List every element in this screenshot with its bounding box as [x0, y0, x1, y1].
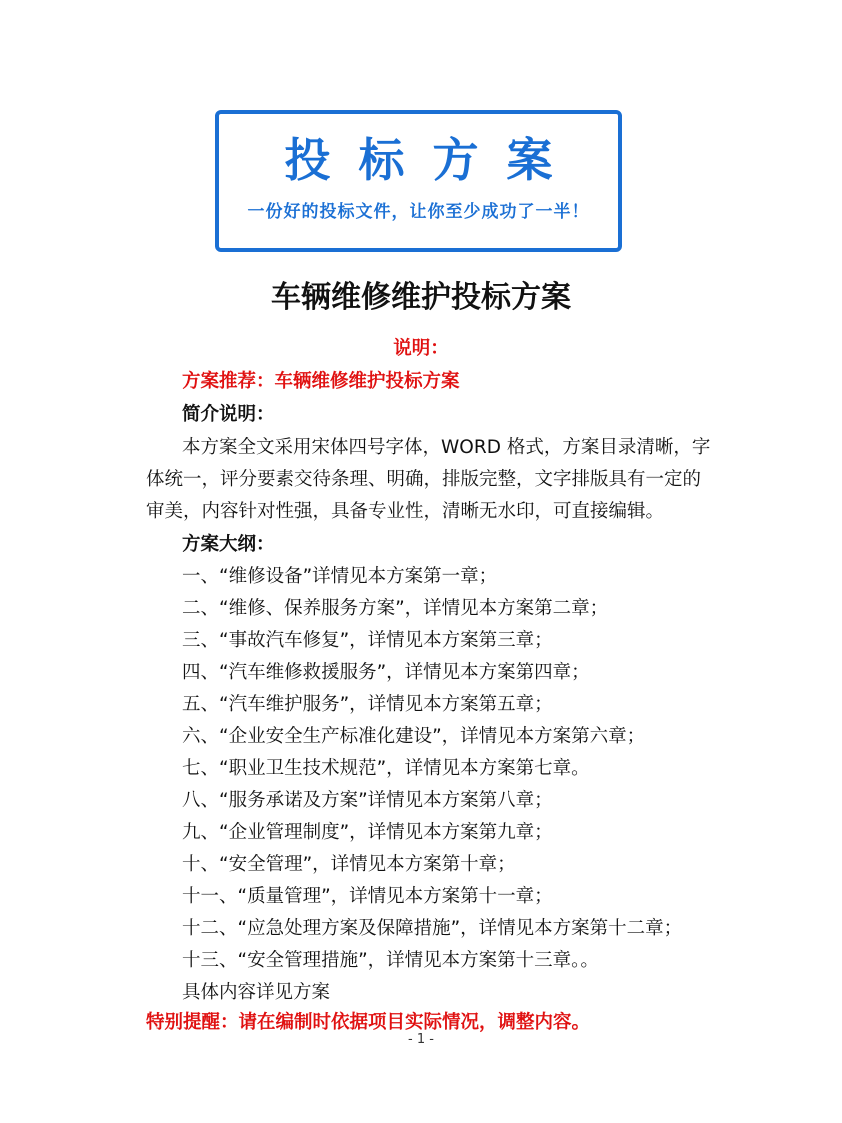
outline-item: 四、“汽车维修救援服务”，详情见本方案第四章； — [182, 662, 590, 683]
outline-item: 十二、“应急处理方案及保障措施”，详情见本方案第十二章； — [182, 918, 683, 939]
outline-item: 三、“事故汽车修复”，详情见本方案第三章； — [182, 630, 553, 651]
banner-title: 投标方案 — [284, 133, 581, 187]
outline-item: 五、“汽车维护服务”，详情见本方案第五章； — [182, 694, 553, 715]
outline-item: 十、“安全管理”，详情见本方案第十章； — [182, 854, 516, 875]
banner-subtitle: 一份好的投标文件，让你至少成功了一半！ — [247, 202, 590, 222]
intro-line: 审美，内容针对性强，具备专业性，清晰无水印，可直接编辑。 — [146, 501, 665, 522]
intro-heading: 简介说明： — [182, 404, 275, 425]
outline-heading: 方案大纲： — [182, 534, 275, 555]
outline-item: 八、“服务承诺及方案”详情见本方案第八章； — [182, 790, 553, 811]
page-number: - 1 - — [408, 1032, 434, 1047]
banner-box — [215, 110, 622, 252]
intro-line: 本方案全文采用宋体四号字体，WORD 格式，方案目录清晰，字 — [182, 437, 711, 458]
outline-item: 九、“企业管理制度”，详情见本方案第九章； — [182, 822, 553, 843]
outline-item: 十一、“质量管理”，详情见本方案第十一章； — [182, 886, 553, 907]
document-title: 车辆维修维护投标方案 — [271, 280, 571, 315]
closing-line: 具体内容详见方案 — [182, 982, 331, 1003]
recommend-line: 方案推荐：车辆维修维护投标方案 — [182, 371, 460, 392]
outline-item: 一、“维修设备”详情见本方案第一章； — [182, 566, 498, 587]
outline-item: 六、“企业安全生产标准化建设”，详情见本方案第六章； — [182, 726, 646, 747]
outline-item: 二、“维修、保养服务方案”，详情见本方案第二章； — [182, 598, 609, 619]
reminder-line: 特别提醒：请在编制时依据项目实际情况，调整内容。 — [146, 1012, 591, 1033]
outline-item: 七、“职业卫生技术规范”，详情见本方案第七章。 — [182, 758, 590, 779]
intro-line: 体统一，评分要素交待条理、明确，排版完整，文字排版具有一定的 — [146, 469, 702, 490]
outline-item: 十三、“安全管理措施”，详情见本方案第十三章。。 — [182, 950, 599, 971]
note-heading: 说明： — [393, 338, 449, 359]
